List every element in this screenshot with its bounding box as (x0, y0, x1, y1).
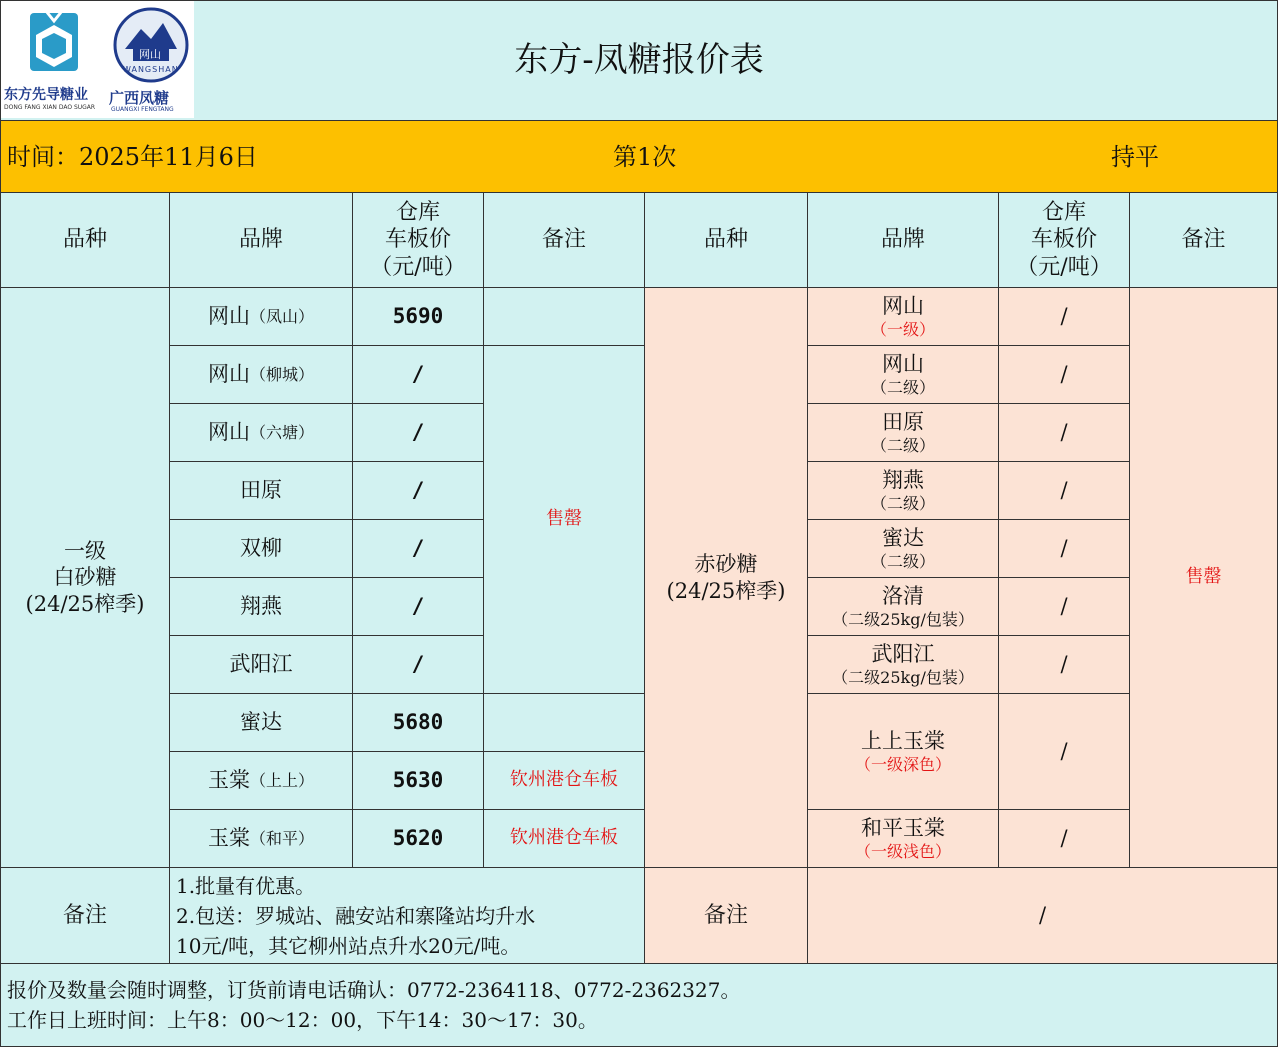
red-row-5-brand: 蜜达 （二级） (808, 520, 999, 578)
white-row-9-remark: 钦州港仓车板 (484, 752, 645, 810)
white-sugar-variety: 一级 白砂糖 (24/25榨季) (0, 288, 170, 868)
notes-line-3: 10元/吨，其它柳州站点升水20元/吨。 (176, 933, 521, 958)
red-row-5-price: / (999, 520, 1130, 578)
right-logo-sub: GUANGXI FENGTANG (111, 106, 174, 113)
notes-value-right: / (808, 868, 1278, 964)
red-row-2-price: / (999, 346, 1130, 404)
white-row-7-price: / (353, 636, 484, 694)
white-row-9-brand: 玉棠 （上上） (170, 752, 353, 810)
red-row-9-price: / (999, 810, 1130, 868)
red-row-4-price: / (999, 462, 1130, 520)
left-logo-sub: DONG FANG XIAN DAO SUGAR (4, 104, 96, 111)
wangshan-seal-text: 网山 (139, 48, 161, 61)
white-row-8-price: 5680 (353, 694, 484, 752)
white-row-6-price: / (353, 578, 484, 636)
white-row-8-brand: 蜜达 (170, 694, 353, 752)
red-row-6-price: / (999, 578, 1130, 636)
header-variety-left: 品种 (0, 193, 170, 288)
notes-line-2: 2.包送：罗城站、融安站和寨隆站均升水 (176, 903, 536, 928)
header-price-right: 仓库 车板价 （元/吨） (999, 193, 1130, 288)
red-row-4-brand: 翔燕 （二级） (808, 462, 999, 520)
info-band (0, 121, 1278, 193)
right-logo-name: 广西凤糖 (109, 89, 170, 107)
header-brand-right: 品牌 (808, 193, 999, 288)
header-remark-left: 备注 (484, 193, 645, 288)
red-row-1-price: / (999, 288, 1130, 346)
white-row-1-brand: 网山 （凤山） (170, 288, 353, 346)
header-variety-right: 品种 (645, 193, 808, 288)
header-brand-left: 品牌 (170, 193, 353, 288)
notes-label-right: 备注 (645, 868, 808, 964)
white-row-8-remark (484, 694, 645, 752)
red-row-8-price: / (999, 694, 1130, 810)
footer-info (0, 964, 1278, 1047)
quote-trend: 持平 (1111, 142, 1159, 171)
notes-content (170, 868, 645, 964)
header-remark-right: 备注 (1130, 193, 1278, 288)
red-row-3-brand: 田原 （二级） (808, 404, 999, 462)
red-row-7-price: / (999, 636, 1130, 694)
red-row-8-brand: 上上玉棠 （一级深色） (808, 694, 999, 810)
header-price-left: 仓库 车板价 （元/吨） (353, 193, 484, 288)
white-row-10-price: 5620 (353, 810, 484, 868)
white-row-3-brand: 网山 （六塘） (170, 404, 353, 462)
white-row-3-price: / (353, 404, 484, 462)
white-row-5-brand: 双柳 (170, 520, 353, 578)
white-row-7-brand: 武阳江 (170, 636, 353, 694)
left-logo-name: 东方先导糖业 (4, 87, 88, 103)
red-row-3-price: / (999, 404, 1130, 462)
quote-date: 时间：2025年11月6日 (7, 142, 258, 171)
footer-line-1: 报价及数量会随时调整，订货前请电话确认：0772-2364118、0772-2362327。 (7, 978, 741, 1002)
white-row-1-price: 5690 (353, 288, 484, 346)
wangshan-arc-text: WANGSHAN (123, 65, 179, 74)
footer-line-2: 工作日上班时间：上午8：00～12：00，下午14：30～17：30。 (7, 1008, 598, 1032)
logo-area (1, 1, 194, 118)
white-row-4-price: / (353, 462, 484, 520)
white-row-2-price: / (353, 346, 484, 404)
white-row-6-brand: 翔燕 (170, 578, 353, 636)
red-sugar-variety: 赤砂糖 (24/25榨季) (645, 288, 808, 868)
white-row-2-brand: 网山 （柳城） (170, 346, 353, 404)
red-row-9-brand: 和平玉棠 （一级浅色） (808, 810, 999, 868)
white-row-10-remark: 钦州港仓车板 (484, 810, 645, 868)
red-row-7-brand: 武阳江 （二级25kg/包装） (808, 636, 999, 694)
red-row-1-brand: 网山 （一级） (808, 288, 999, 346)
red-row-6-brand: 洛清 （二级25kg/包装） (808, 578, 999, 636)
red-row-2-brand: 网山 （二级） (808, 346, 999, 404)
notes-label-left: 备注 (0, 868, 170, 964)
white-row-4-brand: 田原 (170, 462, 353, 520)
white-row-1-remark (484, 288, 645, 346)
red-soldout-remark: 售罄 (1130, 288, 1278, 868)
dongfang-logo-icon (6, 5, 106, 85)
notes-line-1: 1.批量有优惠。 (176, 873, 316, 898)
white-row-9-price: 5630 (353, 752, 484, 810)
white-soldout-remark: 售罄 (484, 346, 645, 694)
white-row-5-price: / (353, 520, 484, 578)
sheet-title: 东方-凤糖报价表 (514, 40, 764, 81)
white-row-10-brand: 玉棠 （和平） (170, 810, 353, 868)
quote-round: 第1次 (613, 142, 677, 171)
